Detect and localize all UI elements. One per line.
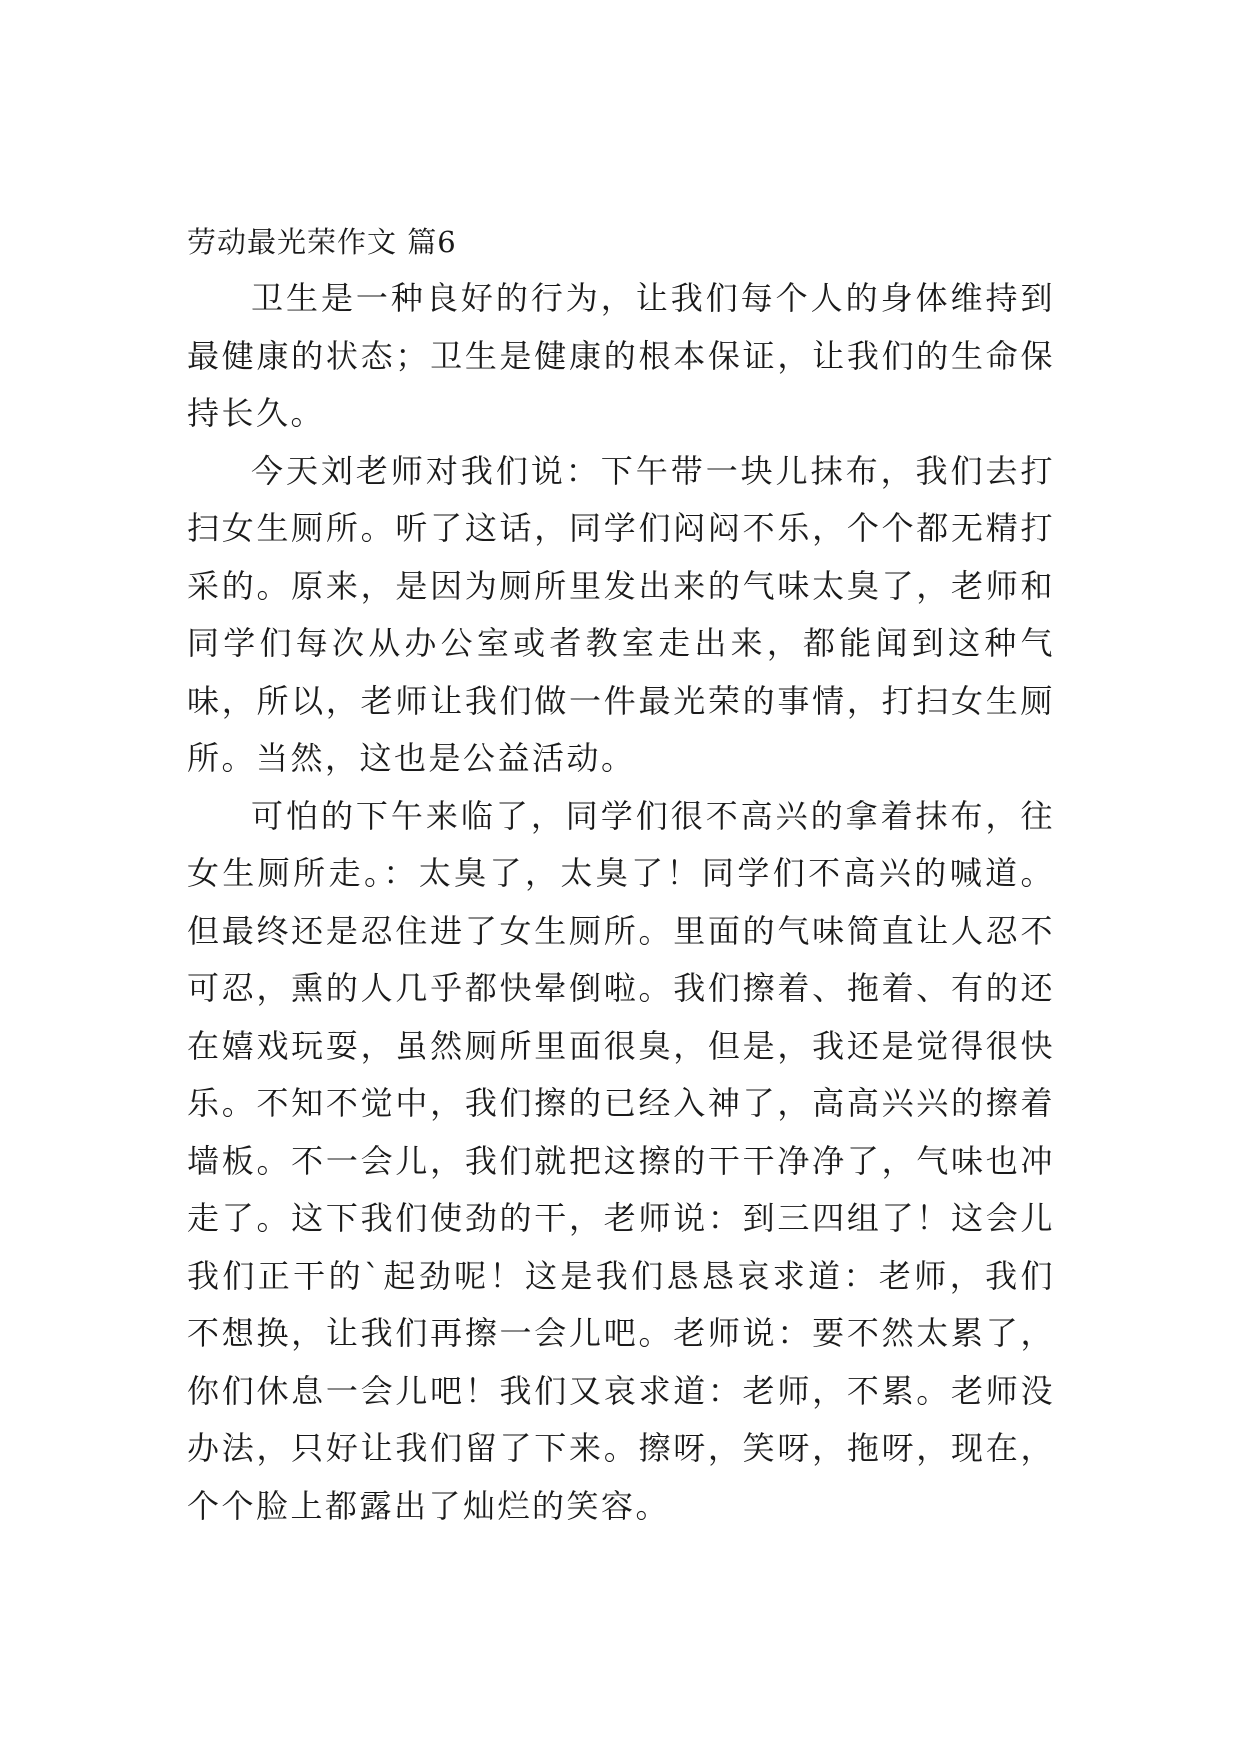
- paragraph: 可怕的下午来临了，同学们很不高兴的拿着抹布，往女生厕所走。：太臭了，太臭了！同学们不高兴的喊道。但最终还是忍住进了女生厕所。里面的气味简直让人忍不可忍，熏的人几乎都快晕倒啦。我们擦着、拖着、有的还在嬉戏玩耍，虽然厕所里面很臭，但是，我还是觉得很快乐。不知不觉中，我们擦的已经入神了，高高兴兴的擦着墙板。不一会儿，我们就把这擦的干干净净了，气味也冲走了。这下我们使劲的干，老师说：到三四组了！这会儿我们正干的`起劲呢！这是我们恳恳哀求道：老师，我们不想换，让我们再擦一会儿吧。老师说：要不然太累了，你们休息一会儿吧！我们又哀求道：老师，不累。老师没办法，只好让我们留了下来。擦呀，笑呀，拖呀，现在，个个脸上都露出了灿烂的笑容。: [187, 796, 1055, 1525]
- paragraph: 卫生是一种良好的行为，让我们每个人的身体维持到最健康的状态；卫生是健康的根本保证，让我们的生命保持长久。: [187, 279, 1055, 432]
- document-body: [187, 270, 1055, 1535]
- document-title: 劳动最光荣作文 篇6: [187, 225, 457, 259]
- paragraph: 今天刘老师对我们说：下午带一块儿抹布，我们去打扫女生厕所。听了这话，同学们闷闷不乐，个个都无精打采的。原来，是因为厕所里发出来的气味太臭了，老师和同学们每次从办公室或者教室走出来，都能闻到这种气味，所以，老师让我们做一件最光荣的事情，打扫女生厕所。当然，这也是公益活动。: [187, 451, 1055, 777]
